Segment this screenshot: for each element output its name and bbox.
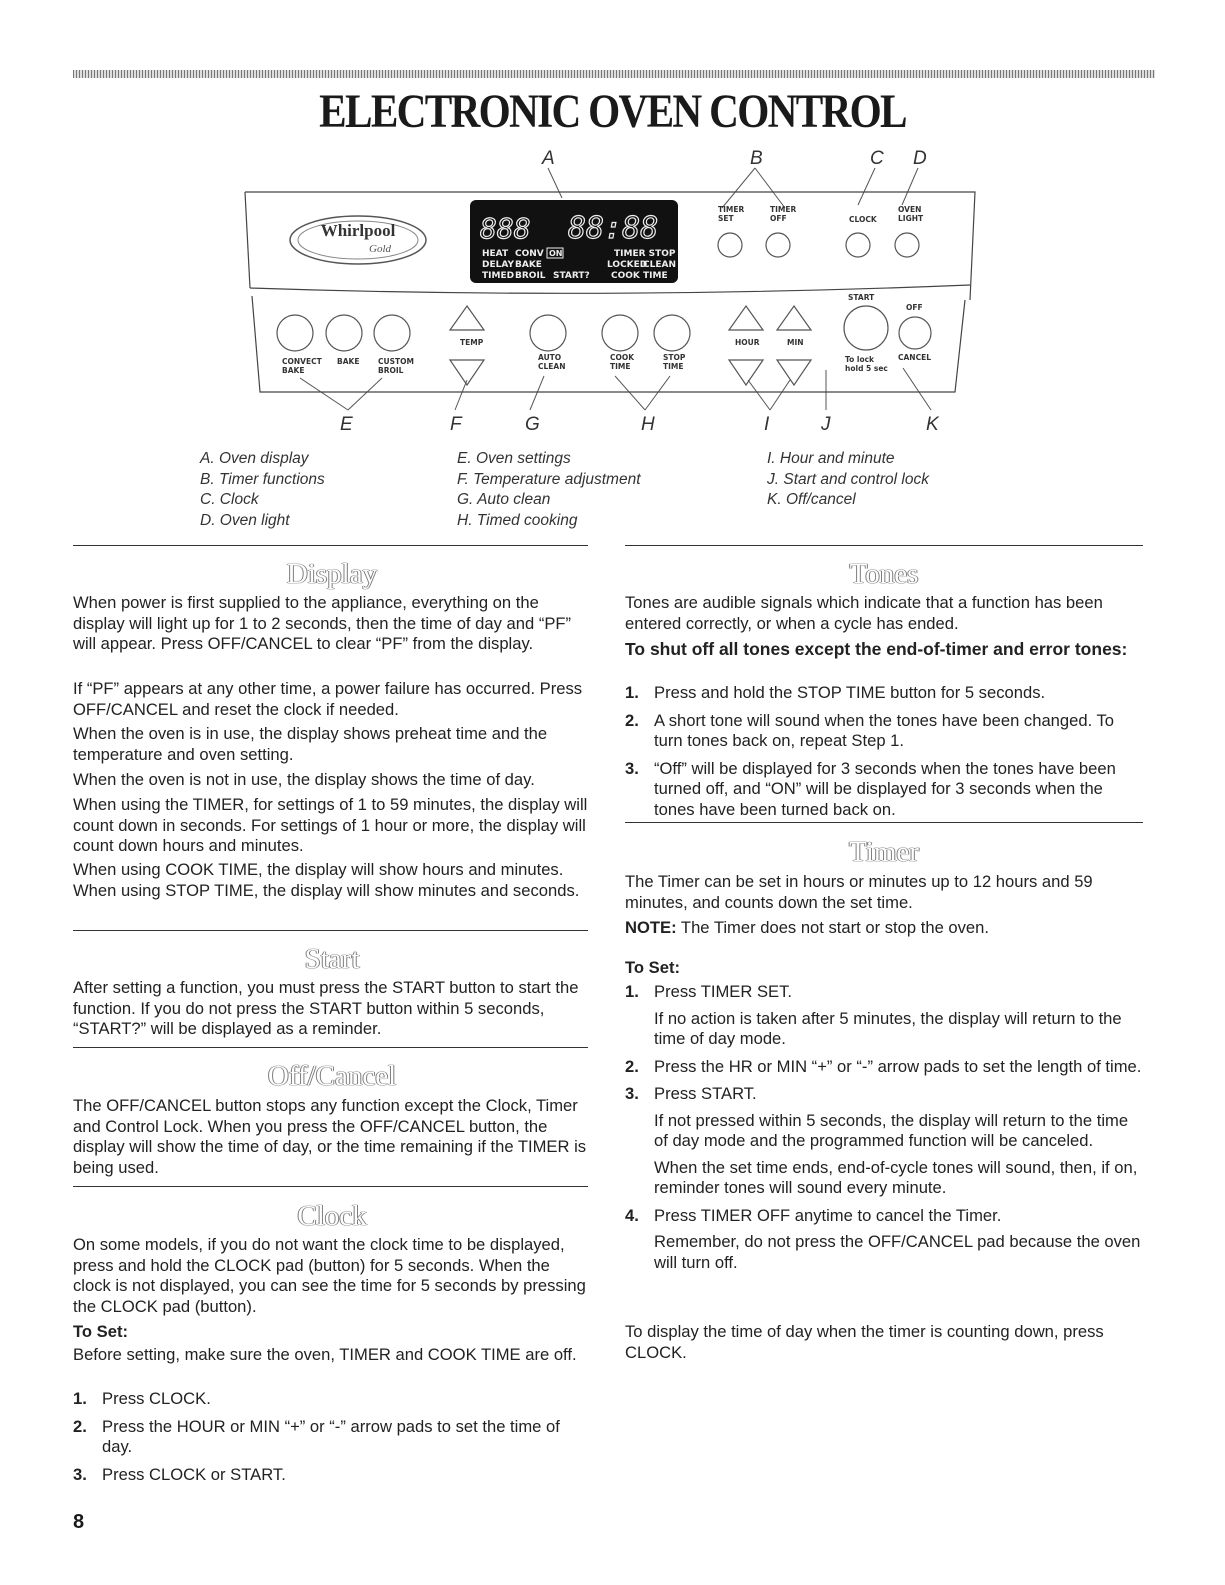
- caption-a: A. Oven display: [200, 450, 309, 467]
- callout-g: G: [525, 414, 540, 435]
- list-item: 3. “Off” will be displayed for 3 seconds when the tones have been turned off, and “ON” will be displayed for 3 seconds when the tones have been turned back on.: [625, 758, 1116, 819]
- svg-text:AUTOCLEAN: AUTO CLEAN: [538, 353, 566, 371]
- timer-set-button: [718, 233, 742, 257]
- svg-text:DELAY: DELAY: [482, 260, 514, 270]
- list-item: 2. A short tone will sound when the tones have been changed. To turn tones back on, repeat Step 1.: [625, 710, 1115, 750]
- section-divider: [625, 822, 1143, 823]
- svg-text:CANCEL: CANCEL: [898, 353, 931, 362]
- svg-text:START: START: [848, 293, 875, 302]
- oven-display: [470, 200, 678, 283]
- timer-closing: To display the time of day when the timer is counting down, press CLOCK.: [625, 1322, 1104, 1362]
- stop-time-button: [654, 315, 690, 351]
- list-item: 3. Press CLOCK or START.: [73, 1464, 286, 1484]
- min-up-button: [777, 306, 811, 330]
- callout-h: H: [641, 414, 655, 435]
- svg-text:BROIL: BROIL: [515, 271, 546, 281]
- off-cancel-button: [899, 317, 931, 349]
- display-paragraph-5: When using the TIMER, for settings of 1 to 59 minutes, the display will count down in seconds. For settings of 1 hour or more, the display will count down hours and minutes.: [73, 795, 588, 855]
- caption-h: H. Timed cooking: [457, 511, 578, 529]
- callout-d: D: [913, 148, 927, 169]
- caption-column-1: [200, 449, 325, 531]
- svg-text:TIMER STOP: TIMER STOP: [614, 249, 676, 259]
- svg-text:CONV: CONV: [515, 249, 544, 259]
- callout-c: C: [870, 148, 884, 169]
- timer-paragraph: The Timer can be set in hours or minutes up to 12 hours and 59 minutes, and counts down the set time.: [625, 872, 1093, 912]
- oven-light-button: [895, 233, 919, 257]
- min-down-button: [777, 360, 811, 385]
- hour-down-button: [729, 360, 763, 385]
- clock-steps: [73, 1389, 591, 1492]
- section-divider: [73, 545, 588, 546]
- auto-clean-button: [530, 315, 566, 351]
- svg-text:STOPTIME: STOP TIME: [663, 353, 686, 371]
- list-item: 3. Press START. If not pressed within 5 seconds, the display will return to the time of day mode and the programmed function will be canceled. When the set time ends, end-of-cycle tones will sound, then, if on, reminder tones will sound every minute.: [625, 1084, 1138, 1197]
- svg-text:TIMEROFF: TIMER OFF: [770, 205, 797, 223]
- section-divider: [73, 1047, 588, 1048]
- callout-f: F: [450, 414, 462, 435]
- timer-section-title: Timer: [849, 836, 919, 868]
- list-item: 4. Press TIMER OFF anytime to cancel the Timer. Remember, do not press the OFF/CANCEL pad because the oven will turn off.: [625, 1205, 1141, 1272]
- list-item: 1. Press TIMER SET. If no action is taken after 5 minutes, the display will return to the time of day mode.: [625, 982, 1122, 1048]
- callout-e: E: [340, 414, 353, 435]
- clock-section-title: Clock: [297, 1200, 367, 1232]
- svg-text:BAKE: BAKE: [337, 357, 360, 366]
- svg-text:TEMP: TEMP: [460, 338, 484, 347]
- svg-text:BAKE: BAKE: [515, 260, 542, 270]
- svg-text:LOCKED: LOCKED: [607, 260, 648, 270]
- bake-button: [326, 315, 362, 351]
- clock-paragraph: On some models, if you do not want the clock time to be displayed, press and hold the CLOCK pad (button) for 5 seconds. When the clock is not displayed, you can see the time for 5 seconds by pressing the CLOCK pad (button).: [73, 1235, 586, 1316]
- display-paragraph-4: When the oven is not in use, the display shows the time of day.: [73, 770, 535, 789]
- caption-b: B. Timer functions: [200, 470, 325, 488]
- caption-d: D. Oven light: [200, 511, 290, 529]
- clock-to-set-intro: Before setting, make sure the oven, TIMER and COOK TIME are off.: [73, 1345, 577, 1364]
- caption-i: I. Hour and minute: [767, 450, 895, 467]
- custom-broil-button: [374, 315, 410, 351]
- tones-paragraph: Tones are audible signals which indicate that a function has been entered correctly, or when a cycle has ended.: [625, 593, 1103, 633]
- display-paragraph-2: If “PF” appears at any other time, a power failure has occurred. Press OFF/CANCEL and reset the clock if needed.: [73, 679, 583, 719]
- display-paragraph-3: When the oven is in use, the display shows preheat time and the temperature and oven setting.: [73, 724, 548, 764]
- page-number: 8: [73, 1511, 85, 1533]
- hour-up-button: [729, 306, 763, 330]
- list-item: 1. Press and hold the STOP TIME button for 5 seconds.: [625, 683, 1046, 702]
- section-divider: [625, 545, 1143, 546]
- svg-text:CLEAN: CLEAN: [643, 260, 676, 270]
- svg-text:CONVECTBAKE: CONVECT BAKE: [282, 357, 322, 375]
- svg-text:To lockhold 5 sec: To lock hold 5 sec: [845, 355, 888, 373]
- svg-text:ON: ON: [549, 249, 563, 258]
- start-paragraph: After setting a function, you must press the START button to start the function. If you do not press the START button within 5 seconds, “START?” will be displayed as a reminder.: [73, 978, 579, 1038]
- off-cancel-paragraph: The OFF/CANCEL button stops any function except the Clock, Timer and Control Lock. When you press the OFF/CANCEL button, the display will show the time of day, or the time remaining if the TIMER is being used.: [73, 1096, 587, 1177]
- tones-section-title: Tones: [849, 558, 919, 590]
- svg-text:COOK TIME: COOK TIME: [611, 271, 668, 281]
- callout-b: B: [750, 148, 763, 169]
- svg-text:COOKTIME: COOK TIME: [610, 353, 635, 371]
- svg-text:CLOCK: CLOCK: [849, 215, 877, 224]
- control-panel-diagram: [0, 0, 1225, 450]
- svg-text:OVENLIGHT: OVEN LIGHT: [898, 205, 924, 223]
- timer-steps: [625, 982, 1143, 1280]
- list-item: 2. Press the HOUR or MIN “+” or “-” arrow pads to set the time of day.: [73, 1416, 560, 1456]
- section-divider: [73, 1186, 588, 1187]
- display-paragraph-1: When power is first supplied to the appliance, everything on the display will light up for 1 to 2 seconds, then the time of day and “PF” will appear. Press OFF/CANCEL to clear “PF” from the display.: [73, 593, 572, 653]
- page-title: ELECTRONIC OVEN CONTROL: [319, 85, 906, 138]
- caption-column-3: [767, 449, 929, 511]
- caption-f: F. Temperature adjustment: [457, 470, 641, 488]
- start-button: [844, 306, 888, 350]
- timer-off-button: [766, 233, 790, 257]
- callout-j: J: [821, 414, 831, 435]
- caption-e: E. Oven settings: [457, 450, 571, 467]
- start-section-title: Start: [304, 943, 360, 975]
- svg-text:OFF: OFF: [906, 303, 923, 312]
- svg-text:HOUR: HOUR: [735, 338, 760, 347]
- caption-column-2: [457, 449, 641, 531]
- clock-to-set-heading: To Set:: [73, 1322, 128, 1341]
- brand-logo: [290, 216, 426, 264]
- caption-j: J. Start and control lock: [767, 470, 929, 488]
- callout-k: K: [926, 414, 939, 435]
- svg-text:TIMERSET: TIMER SET: [718, 205, 745, 223]
- svg-text:88:88: 88:88: [568, 211, 659, 246]
- caption-g: G. Auto clean: [457, 491, 551, 508]
- svg-text:888: 888: [480, 212, 531, 245]
- svg-text:TIMED: TIMED: [482, 271, 515, 281]
- callout-a: A: [542, 148, 555, 169]
- display-paragraph-6: When using COOK TIME, the display will show hours and minutes. When using STOP TIME, the display will show minutes and seconds.: [73, 860, 580, 900]
- cook-time-button: [602, 315, 638, 351]
- off-cancel-section-title: Off/Cancel: [267, 1060, 397, 1092]
- svg-text:Gold: Gold: [369, 243, 391, 255]
- caption-k: K. Off/cancel: [767, 491, 856, 508]
- callout-i: I: [764, 414, 770, 435]
- tones-heading: To shut off all tones except the end-of-timer and error tones:: [625, 639, 1128, 659]
- svg-text:START?: START?: [553, 271, 590, 281]
- display-section-title: Display: [286, 558, 378, 590]
- temp-up-button: [450, 306, 484, 330]
- timer-note: NOTE: The Timer does not start or stop the oven.: [625, 918, 989, 937]
- svg-text:MIN: MIN: [787, 338, 804, 347]
- svg-text:CUSTOMBROIL: CUSTOM BROIL: [378, 357, 414, 375]
- clock-button: [846, 233, 870, 257]
- svg-text:HEAT: HEAT: [482, 249, 509, 259]
- timer-to-set-heading: To Set:: [625, 958, 680, 977]
- convect-bake-button: [277, 315, 313, 351]
- caption-c: C. Clock: [200, 491, 259, 508]
- list-item: 1. Press CLOCK.: [73, 1389, 211, 1408]
- section-divider: [73, 930, 588, 931]
- list-item: 2. Press the HR or MIN “+” or “-” arrow pads to set the length of time.: [625, 1056, 1142, 1076]
- tones-steps: [625, 683, 1143, 827]
- svg-text:Whirlpool: Whirlpool: [320, 221, 396, 240]
